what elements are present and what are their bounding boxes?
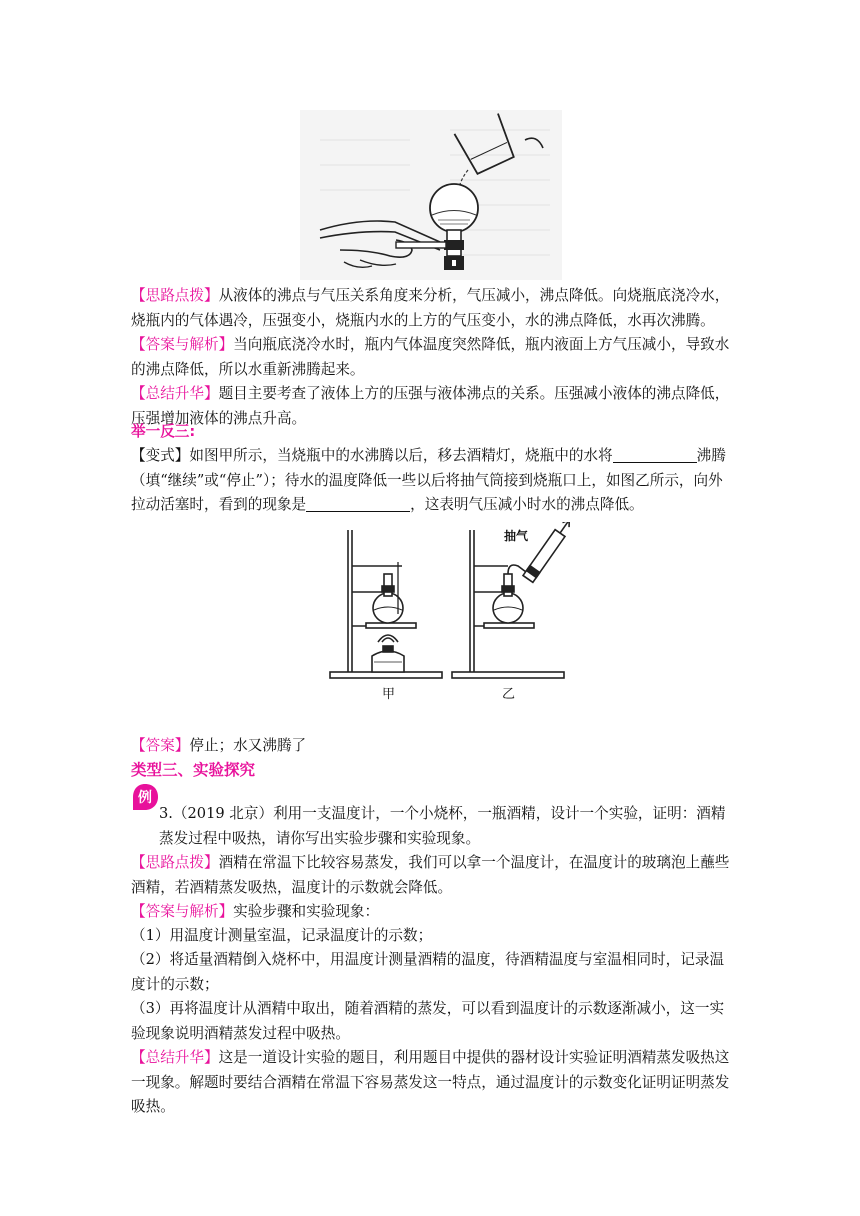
pump-label: 抽气 xyxy=(504,529,529,543)
variant-question xyxy=(131,444,737,518)
tag-label: 【变式】 xyxy=(131,447,190,464)
summary-2 xyxy=(131,1046,737,1120)
step-1: （1）用温度计测量室温，记录温度计的示数； xyxy=(131,927,433,944)
boiling-apparatus-figure xyxy=(316,522,576,706)
answer-text: 停止；水又沸腾了 xyxy=(189,737,307,754)
tag-label: 【总结升华】 xyxy=(131,1049,219,1066)
tag-label: 【答案与解析】 xyxy=(131,903,234,920)
tag-label: 【总结升华】 xyxy=(131,385,219,402)
thinking-hint-2 xyxy=(131,851,737,900)
paragraph-text: 这是一道设计实验的题目，利用题目中提供的器材设计实验证明酒精蒸发吸热这一现象。解题时要结合酒精在常温下容易蒸发这一特点，通过温度计的示数变化证明证明蒸发吸热。 xyxy=(131,1049,730,1115)
answer-analysis-1 xyxy=(131,333,737,382)
section-heading-practice: 举一反三: xyxy=(131,423,196,440)
answer-blank-1 xyxy=(613,445,697,463)
paragraph-text: 酒精在常温下比较容易蒸发，我们可以拿一个温度计，在温度计的玻璃泡上蘸些酒精，若酒精蒸发吸热，温度计的示数就会降低。 xyxy=(131,854,730,896)
paragraph-text: 从液体的沸点与气压关系角度来分析，气压减小，沸点降低。向烧瓶底浇冷水，烧瓶内的气体遇冷，压强变小，烧瓶内水的上方的气压变小，水的沸点降低，水再次沸腾。 xyxy=(131,287,730,329)
paragraph-text: 当向瓶底浇冷水时，瓶内气体温度突然降低，瓶内液面上方气压减小，导致水的沸点降低，所以水重新沸腾起来。 xyxy=(131,336,730,378)
example-question: 3.（2019 北京）利用一支温度计，一个小烧杯，一瓶酒精，设计一个实验，证明：酒精蒸发过程中吸热，请你写出实验步骤和实验现象。 xyxy=(159,805,726,847)
tag-label: 【思路点拨】 xyxy=(131,287,219,304)
variant-answer xyxy=(131,734,737,759)
example-badge-char: 例 xyxy=(138,790,152,806)
tag-label: 【答案与解析】 xyxy=(131,336,234,353)
step-2: （2）将适量酒精倒入烧杯中，用温度计测量酒精的温度，待酒精温度与室温相同时，记录温度计的示数； xyxy=(131,951,725,993)
question-text-1: 如图甲所示，当烧瓶中的水沸腾以后，移去酒精灯，烧瓶中的水将 xyxy=(189,447,613,464)
step-3: （3）再将温度计从酒精中取出，随着酒精的蒸发，可以看到温度计的示数逐渐减小，这一实验现象说明酒精蒸发过程中吸热。 xyxy=(131,1000,725,1042)
figure-label-right: 乙 xyxy=(502,687,516,702)
tag-label: 【思路点拨】 xyxy=(131,854,219,871)
paragraph-text: 题目主要考查了液体上方的压强与液体沸点的关系。压强减小液体的沸点降低，压强增加液体的沸点升高。 xyxy=(131,385,730,427)
question-text-2: 沸腾（填“继续”或“停止”）；待水的温度降低一些以后将抽气筒接到烧瓶口上，如图乙所示，向外拉动活塞时，看到的现象是 xyxy=(131,447,726,513)
figure-label-left: 甲 xyxy=(382,687,396,702)
paragraph-text: 实验步骤和实验现象： xyxy=(233,903,380,920)
tag-label: 【答案】 xyxy=(131,737,190,754)
flask-cold-water-figure xyxy=(300,110,562,280)
thinking-hint-1 xyxy=(131,284,737,333)
section-heading-type3: 类型三、实验探究 xyxy=(131,761,256,779)
answer-analysis-2 xyxy=(131,900,737,925)
answer-blank-2 xyxy=(306,494,410,512)
question-text-3: ，这表明气压减小时水的沸点降低。 xyxy=(410,496,644,513)
